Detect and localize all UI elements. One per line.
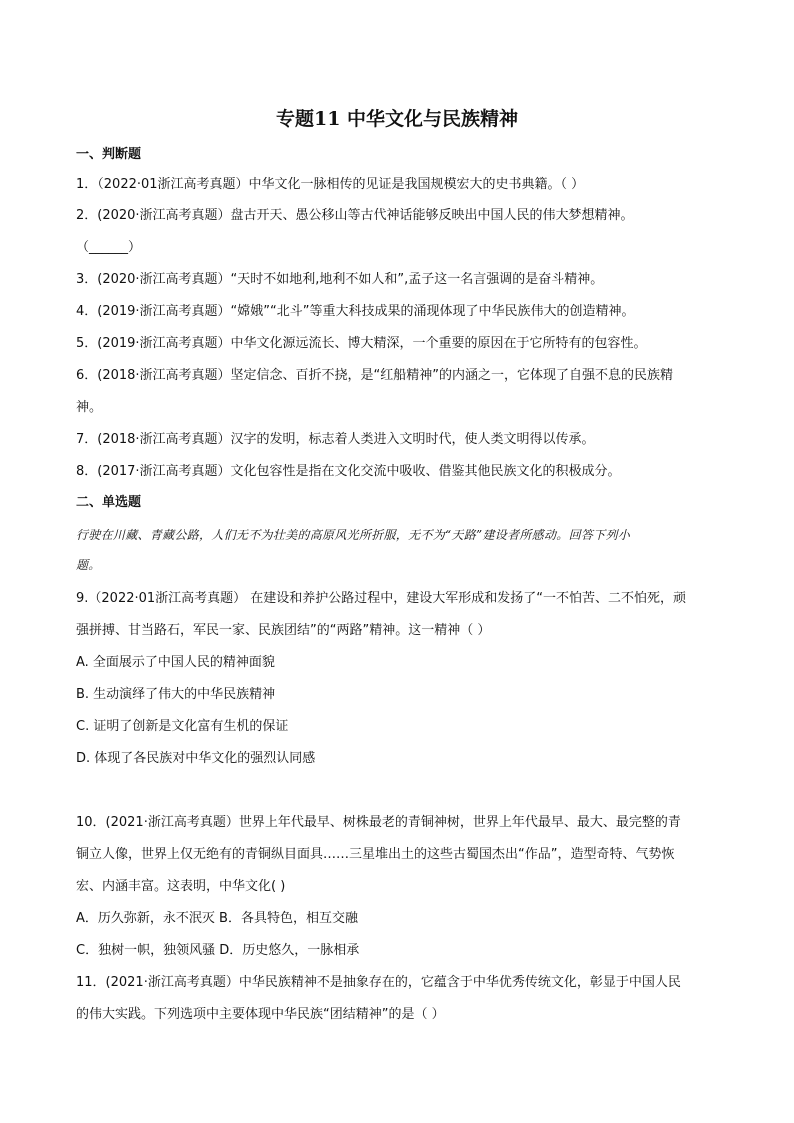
material-text: 行驶在川藏、青藏公路，人们无不为壮美的高原风光所折服，无不为“天路”建设者所感动。回答下列小 xyxy=(76,528,631,542)
question-6: 6．(2018·浙江高考真题）坚定信念、百折不挠，是“红船精神”的内涵之一，它体现了自强不息的民族精 xyxy=(76,368,674,383)
question-5: 5．(2019·浙江高考真题）中华文化源远流长、博大精深，一个重要的原因在于它所特有的包容性。 xyxy=(76,336,647,351)
question-2: 2．(2020·浙江高考真题）盘古开天、愚公移山等古代神话能够反映出中国人民的伟大梦想精神。 xyxy=(76,208,634,223)
question-8: 8．(2017·浙江高考真题）文化包容性是指在文化交流中吸收、借鉴其他民族文化的积极成分。 xyxy=(76,464,621,479)
question-9-option-b: B. 生动演绎了伟大的中华民族精神 xyxy=(76,687,276,702)
section-heading-judge: 一、判断题 xyxy=(76,147,142,162)
question-10-options-cd: C．独树一帜，独领风骚 D．历史悠久，一脉相承 xyxy=(76,943,360,958)
question-11-stem: 11．(2021·浙江高考真题）中华民族精神不是抽象存在的，它蕴含于中华优秀传统文化，彰显于中国人民 xyxy=(76,975,681,990)
question-9-option-c: C. 证明了创新是文化富有生机的保证 xyxy=(76,719,289,734)
question-6-cont: 神。 xyxy=(76,400,103,415)
question-10-stem: 10．(2021·浙江高考真题）世界上年代最早、树株最老的青铜神树，世界上年代最早、最大、最完整的青 xyxy=(76,815,681,830)
question-9-option-a: A. 全面展示了中国人民的精神面貌 xyxy=(76,655,275,670)
page-title: 专题11 中华文化与民族精神 xyxy=(275,108,519,130)
question-4: 4．(2019·浙江高考真题）“嫦娥”“北斗”等重大科技成果的涌现体现了中华民族伟大的创造精神。 xyxy=(76,304,635,319)
question-11-stem-cont: 的伟大实践。下列选项中主要体现中华民族“团结精神”的是（ ） xyxy=(76,1007,445,1022)
question-9-stem: 9.（2022·01浙江高考真题） 在建设和养护公路过程中，建设大军形成和发扬了“一不怕苦、二不怕死，顽 xyxy=(76,591,687,606)
question-10-stem-cont-2: 宏、内涵丰富。这表明，中华文化( ) xyxy=(76,879,286,894)
question-9-stem-cont: 强拼搏、甘当路石，军民一家、民族团结”的“两路”精神。这一精神（ ） xyxy=(76,623,491,638)
question-10-stem-cont: 铜立人像，世界上仅无绝有的青铜纵目面具……三星堆出土的这些古蜀国杰出“作品”，造型奇特、气势恢 xyxy=(76,847,675,862)
question-1: 1．（2022·01浙江高考真题）中华文化一脉相传的见证是我国规模宏大的史书典籍。（ ） xyxy=(76,177,585,192)
material-text-cont: 题。 xyxy=(76,558,101,572)
section-heading-single: 二、单选题 xyxy=(76,495,142,510)
question-9-option-d: D. 体现了各民族对中华文化的强烈认同感 xyxy=(76,751,316,766)
question-10-options-ab: A．历久弥新，永不泯灭 B．各具特色，相互交融 xyxy=(76,911,358,926)
question-3: 3．(2020·浙江高考真题）“天时不如地利,地利不如人和”,孟子这一名言强调的是奋斗精神。 xyxy=(76,272,604,287)
question-2-blank: （______） xyxy=(76,240,142,255)
question-7: 7．(2018·浙江高考真题）汉字的发明，标志着人类进入文明时代，使人类文明得以传承。 xyxy=(76,432,595,447)
